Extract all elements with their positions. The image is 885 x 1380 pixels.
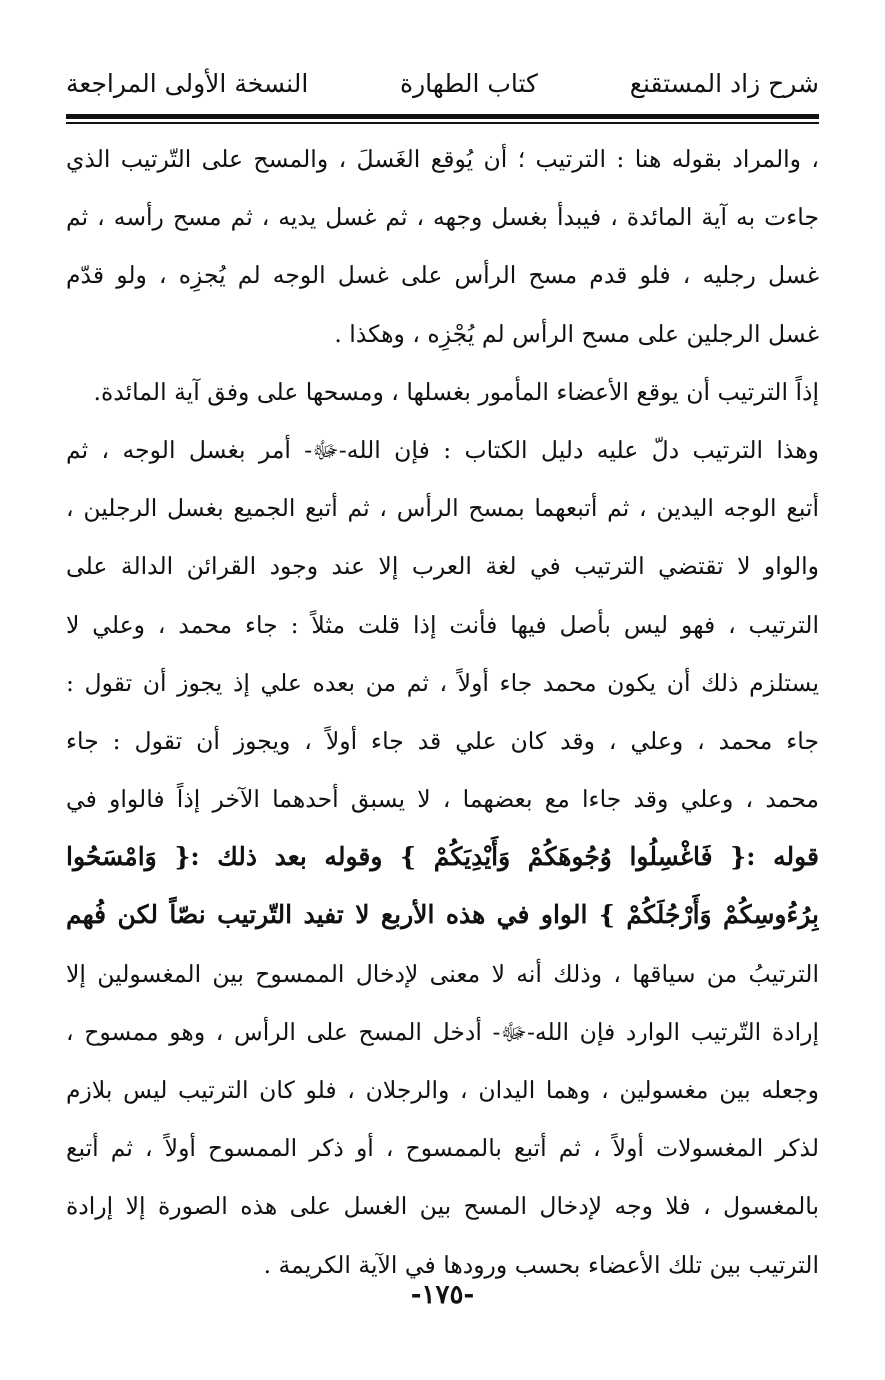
header-rule-thin <box>66 122 819 124</box>
text-line: وهذا الترتيب دلّ عليه دليل الكتاب : فإن الله-ﷻ- أمر بغسل الوجه ، ثم <box>66 435 819 464</box>
text-line: بالمغسول ، فلا وجه لإدخال المسح بين الغسل على هذه الصورة إلا إرادة <box>66 1192 819 1221</box>
text-line: جاء محمد ، وعلي ، وقد كان علي قد جاء أولاً ، ويجوز أن تقول : جاء <box>66 726 819 755</box>
text-line: إذاً الترتيب أن يوقع الأعضاء المأمور بغسلها ، ومسحها على وفق آية المائدة. <box>93 377 819 406</box>
text-line: الترتيبُ من سياقها ، وذلك أنه لا معنى لإدخال الممسوح بين المغسولين إلا <box>66 959 819 988</box>
text-line: الترتيب بين تلك الأعضاء بحسب ورودها في الآية الكريمة . <box>263 1250 819 1279</box>
text-line: غسل رجليه ، فلو قدم مسح الرأس على غسل الوجه لم يُجزِه ، ولو قدّم <box>66 261 819 290</box>
text-line: غسل الرجلين على مسح الرأس لم يُجْزِه ، وهكذا . <box>334 319 819 348</box>
text-line: لذكر المغسولات أولاً ، ثم أتبع بالممسوح ، أو ذكر الممسوح أولاً ، ثم أتبع <box>66 1134 819 1163</box>
body-text <box>66 130 819 1294</box>
page-number: -١٧٥- <box>410 1280 475 1310</box>
text-line: والواو لا تقتضي الترتيب في لغة العرب إلا عند وجود القرائن الدالة على <box>66 552 819 581</box>
text-line: محمد ، وعلي وقد جاءا مع بعضهما ، لا يسبق أحدهما الآخر إذاً فالواو في <box>66 785 819 814</box>
header-book-title: شرح زاد المستقنع <box>629 68 819 98</box>
header-edition: النسخة الأولى المراجعة <box>66 68 309 98</box>
text-line: إرادة التّرتيب الوارد فإن الله-ﷻ- أدخل المسح على الرأس ، وهو ممسوح ، <box>66 1017 819 1046</box>
text-line: يستلزم ذلك أن يكون محمد جاء أولاً ، ثم من بعده علي إذ يجوز أن تقول : <box>66 668 819 697</box>
text-line: وجعله بين مغسولين ، وهما اليدان ، والرجلان ، فلو كان الترتيب ليس بلازم <box>66 1076 819 1104</box>
text-line-quran: قوله :{ فَاغْسِلُوا وُجُوهَكُمْ وَأَيْدِيَكُمْ } وقوله بعد ذلك :{ وَامْسَحُوا <box>66 842 819 872</box>
text-line: جاءت به آية المائدة ، فيبدأ بغسل وجهه ، ثم غسل يديه ، ثم مسح رأسه ، ثم <box>66 203 819 232</box>
header-chapter: كتاب الطهارة <box>400 68 538 98</box>
text-line: الترتيب ، فهو ليس بأصل فيها فأنت إذا قلت مثلاً : جاء محمد ، وعلي لا <box>66 610 819 639</box>
running-header <box>66 58 819 108</box>
text-line: أتبع الوجه اليدين ، ثم أتبعهما بمسح الرأس ، ثم أتبع الجميع بغسل الرجلين ، <box>66 494 819 523</box>
text-line: ، والمراد بقوله هنا : الترتيب ؛ أن يُوقع الغَسلَ ، والمسح على التّرتيب الذي <box>66 145 819 173</box>
header-rule-thick <box>66 114 819 119</box>
text-line-quran: بِرُءُوسِكُمْ وَأَرْجُلَكُمْ } الواو في هذه الأربع لا تفيد التّرتيب نصّاً لكن فُهم <box>66 900 819 930</box>
